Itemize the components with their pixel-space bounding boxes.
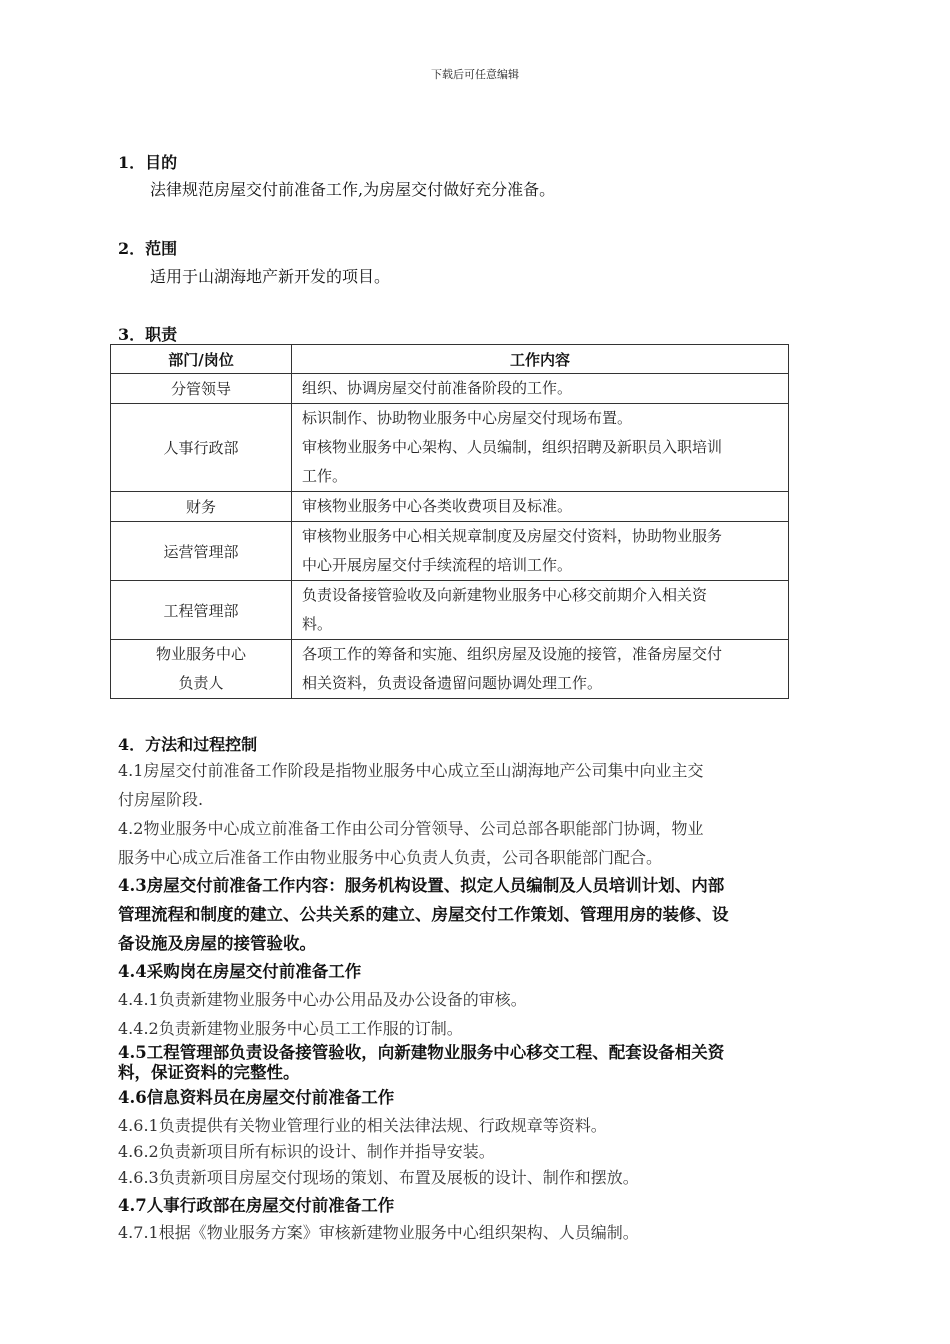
- table-row: [111, 374, 789, 404]
- para-line: 服务中心成立后准备工作由物业服务中心负责人负责，公司各职能部门配合。: [118, 848, 663, 867]
- paragraph-4-6-1: 4.6.1负责提供有关物业管理行业的相关法律法规、行政规章等资料。: [118, 1116, 607, 1135]
- para-line: 4.1房屋交付前准备工作阶段是指物业服务中心成立至山湖海地产公司集中向业主交: [118, 761, 704, 780]
- page-header-note: 下载后可任意编辑: [431, 68, 519, 81]
- dept-cell: [111, 522, 292, 581]
- paragraph-4-7-1: 4.7.1根据《物业服务方案》审核新建物业服务中心组织架构、人员编制。: [118, 1223, 639, 1242]
- work-cell: [292, 640, 789, 699]
- work-line: 负责设备接管验收及向新建物业服务中心移交前期介入相关资: [302, 586, 708, 604]
- work-line: 中心开展房屋交付手续流程的培训工作。: [302, 556, 573, 574]
- dept-line: 运营管理部: [163, 542, 239, 561]
- dept-line: 财务: [185, 498, 216, 516]
- paragraph-4-4-2: 4.4.2负责新建物业服务中心员工工作服的订制。: [118, 1019, 463, 1038]
- section-2-text: 适用于山湖海地产新开发的项目。: [150, 267, 391, 286]
- work-line: 审核物业服务中心架构、人员编制，组织招聘及新职员入职培训: [302, 438, 723, 456]
- work-cell: [292, 522, 789, 581]
- section-1-text: 法律规范房屋交付前准备工作,为房屋交付做好充分准备。: [150, 180, 556, 199]
- dept-line: 负责人: [178, 674, 224, 692]
- dept-cell: [111, 581, 292, 640]
- heading-4-7: 4.7人事行政部在房屋交付前准备工作: [118, 1196, 395, 1215]
- section-1-title: 1．目的: [118, 153, 178, 172]
- para-line: 料，保证资料的完整性。: [118, 1063, 300, 1082]
- dept-line: 人事行政部: [163, 439, 239, 457]
- work-line: 料。: [302, 615, 333, 633]
- table-row: [111, 640, 789, 699]
- dept-line: 物业服务中心: [155, 645, 246, 663]
- table-row: [111, 581, 789, 640]
- work-line: 标识制作、协助物业服务中心房屋交付现场布置。: [302, 409, 633, 427]
- paragraph-4-5: [118, 1043, 834, 1083]
- paragraph-4-4-1: 4.4.1负责新建物业服务中心办公用品及办公设备的审核。: [118, 990, 527, 1009]
- para-line: 4.3房屋交付前准备工作内容：服务机构设置、拟定人员编制及人员培训计划、内部: [118, 876, 725, 895]
- work-cell: [292, 404, 789, 492]
- heading-4-6: 4.6信息资料员在房屋交付前准备工作: [118, 1088, 395, 1107]
- heading-4-4: 4.4采购岗在房屋交付前准备工作: [118, 962, 362, 981]
- table-row: [111, 492, 789, 522]
- paragraph-4-3: [118, 871, 834, 958]
- section-4-title: 4．方法和过程控制: [118, 735, 258, 754]
- work-line: 工作。: [302, 467, 348, 485]
- para-line: 4.5工程管理部负责设备接管验收，向新建物业服务中心移交工程、配套设备相关资: [118, 1043, 725, 1062]
- para-line: 4.2物业服务中心成立前准备工作由公司分管领导、公司总部各职能部门协调，物业: [118, 819, 704, 838]
- paragraph-4-6-2: 4.6.2负责新项目所有标识的设计、制作并指导安装。: [118, 1142, 495, 1161]
- dept-line: 工程管理部: [163, 601, 239, 620]
- work-line: 审核物业服务中心相关规章制度及房屋交付资料，协助物业服务: [302, 527, 723, 545]
- work-line: 相关资料，负责设备遗留问题协调处理工作。: [302, 674, 603, 692]
- paragraph-4-2: [118, 814, 834, 872]
- section-3-title: 3．职责: [118, 325, 178, 344]
- work-line: 组织、协调房屋交付前准备阶段的工作。: [302, 379, 573, 397]
- work-cell: [292, 492, 789, 522]
- paragraph-4-1: [118, 756, 834, 814]
- para-line: 付房屋阶段.: [118, 790, 204, 809]
- table-row: [111, 404, 789, 492]
- work-line: 审核物业服务中心各类收费项目及标准。: [302, 497, 573, 515]
- table-header-work: 工作内容: [292, 345, 789, 374]
- dept-cell: [111, 374, 292, 404]
- dept-cell: [111, 492, 292, 522]
- dept-cell: [111, 640, 292, 699]
- section-2-title: 2．范围: [118, 239, 178, 258]
- table-row: [111, 522, 789, 581]
- paragraph-4-6-3: 4.6.3负责新项目房屋交付现场的策划、布置及展板的设计、制作和摆放。: [118, 1168, 639, 1187]
- work-cell: [292, 581, 789, 640]
- work-cell: [292, 374, 789, 404]
- para-line: 备设施及房屋的接管验收。: [118, 934, 316, 953]
- table-header-dept: 部门/岗位: [111, 345, 292, 374]
- table-header-row: [111, 345, 789, 374]
- dept-line: 分管领导: [170, 380, 231, 398]
- responsibility-table: [110, 344, 789, 699]
- para-line: 管理流程和制度的建立、公共关系的建立、房屋交付工作策划、管理用房的装修、设: [118, 905, 729, 924]
- dept-cell: [111, 404, 292, 492]
- work-line: 各项工作的筹备和实施、组织房屋及设施的接管，准备房屋交付: [302, 645, 723, 663]
